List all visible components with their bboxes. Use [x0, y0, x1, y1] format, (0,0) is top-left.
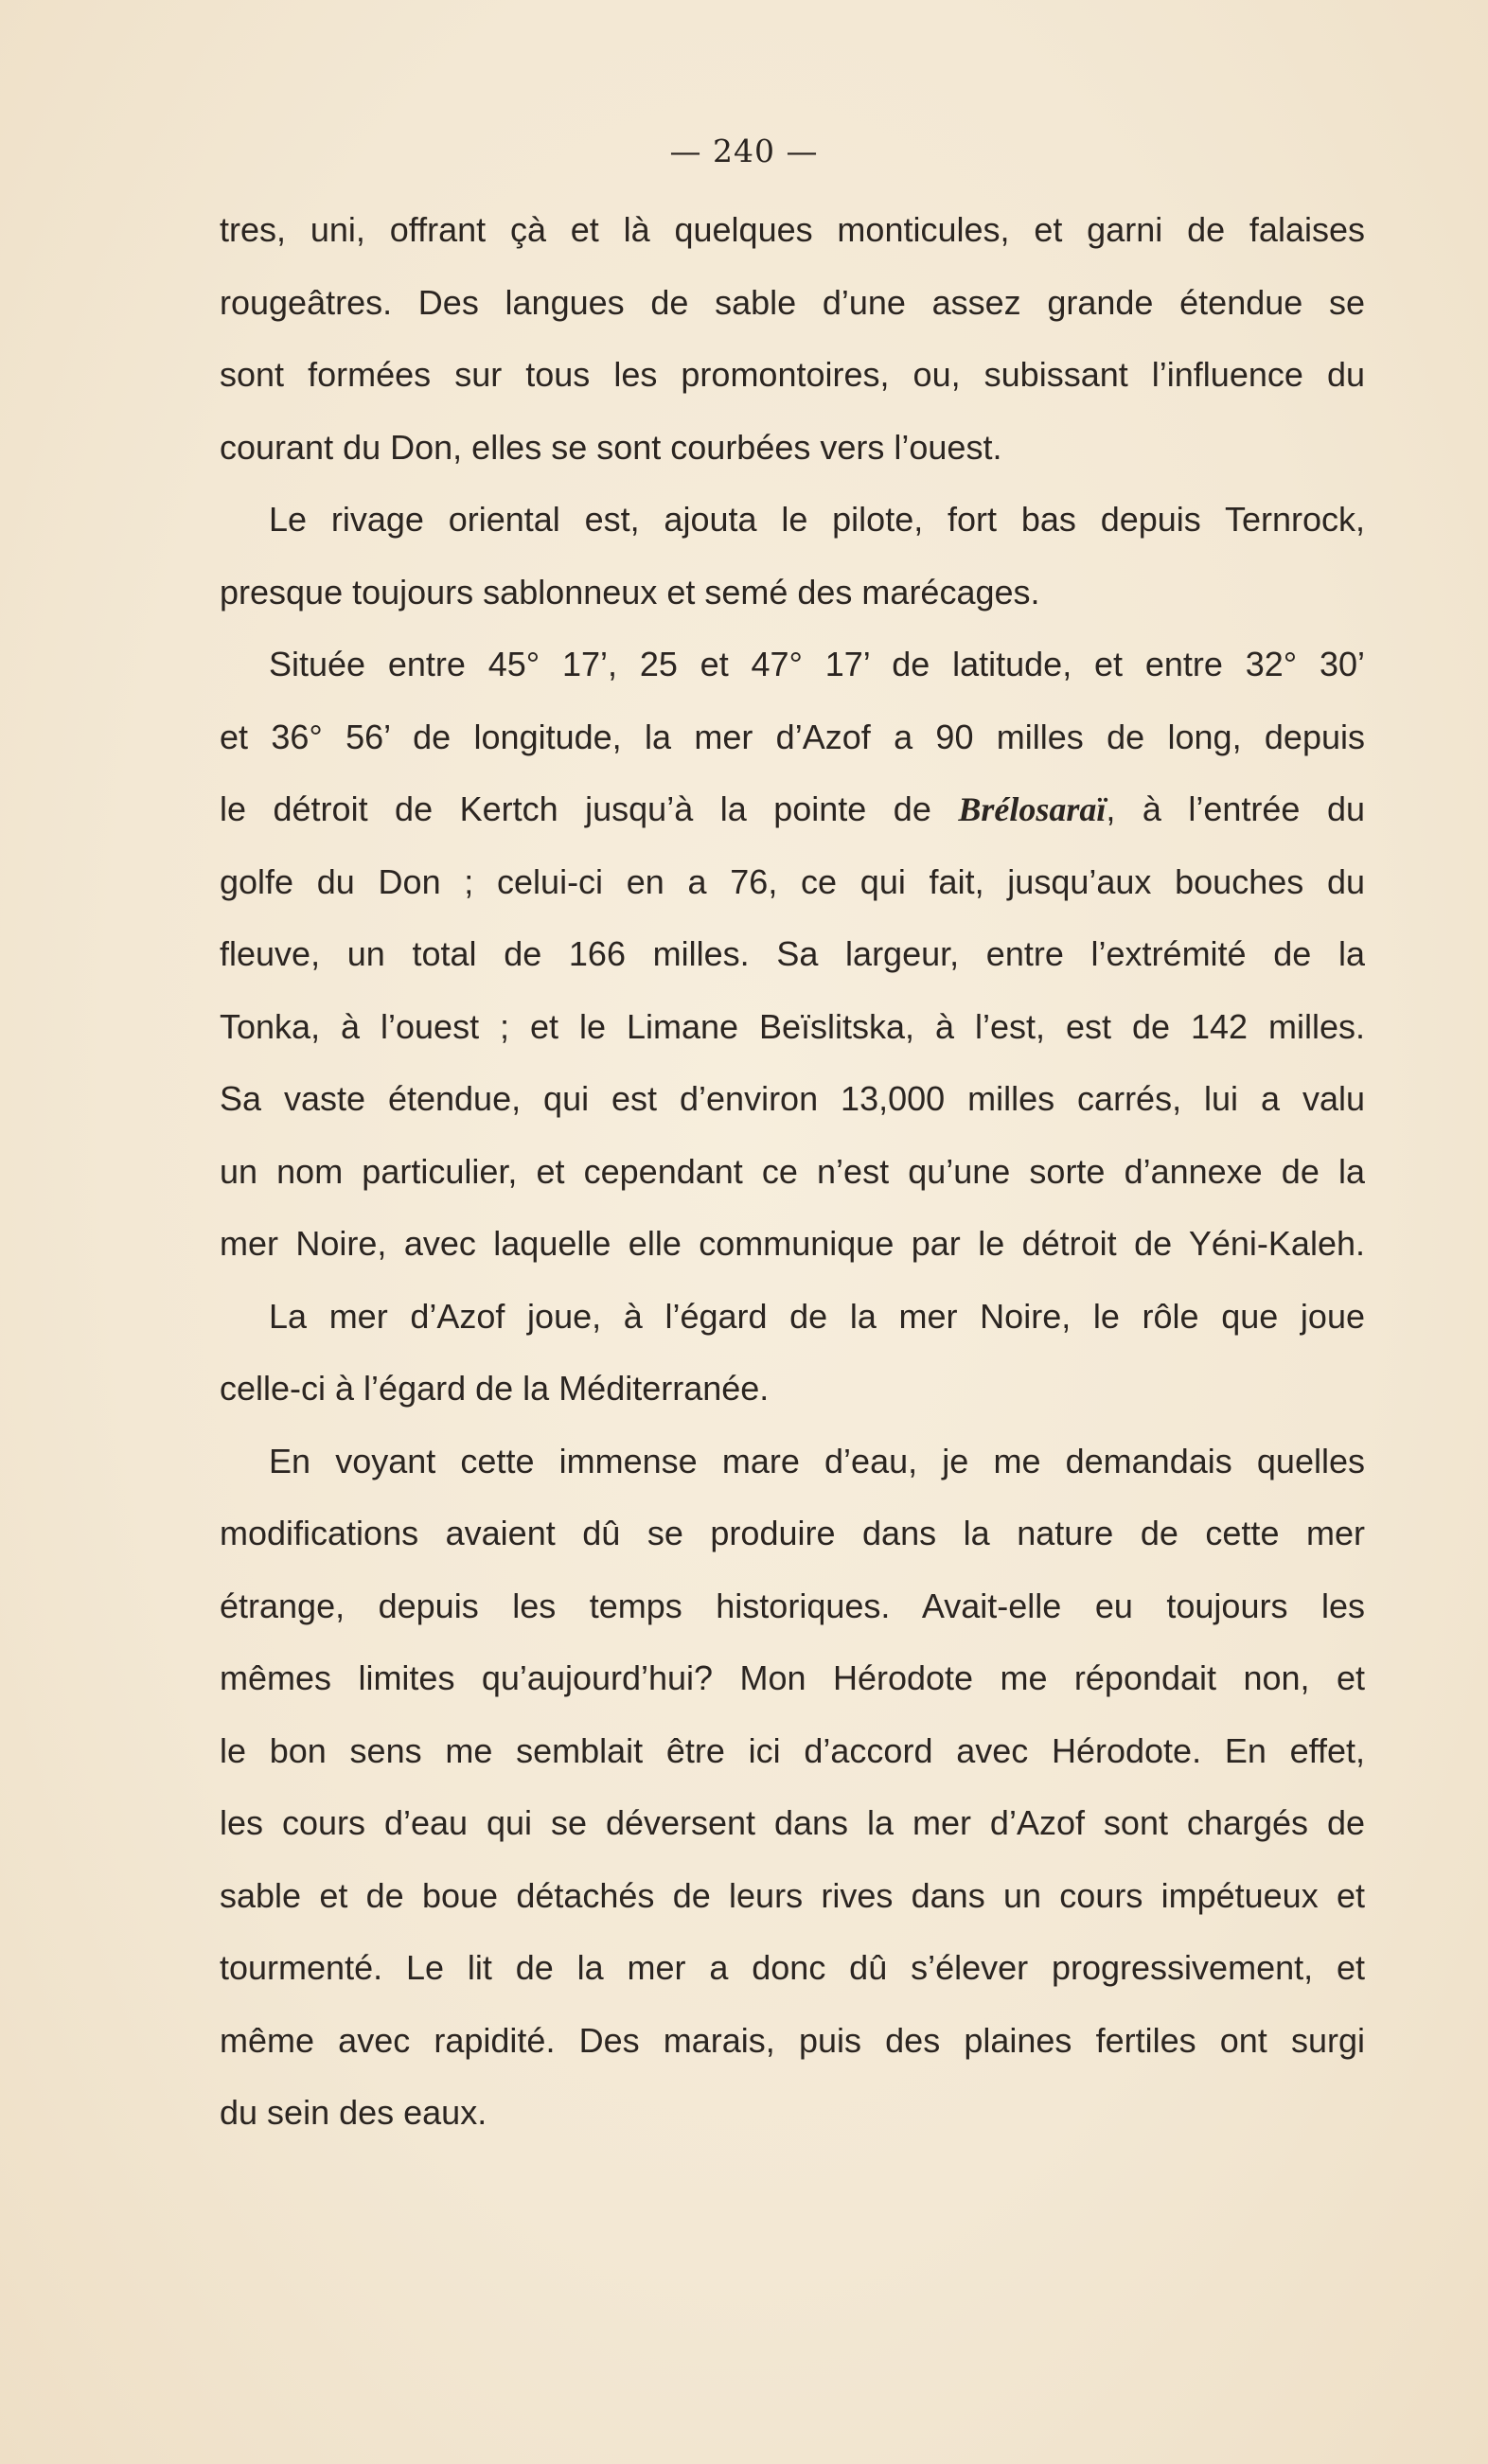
text-line: le bon sens me semblait être ici d’accord avec Hérodote. En effet,: [220, 1730, 1365, 1770]
text-line: En voyant cette immense mare d’eau, je me demandais quelles: [269, 1441, 1365, 1480]
text-line: les cours d’eau qui se déversent dans la mer d’Azof sont chargés de: [220, 1803, 1365, 1842]
text-line: mer Noire, avec laquelle elle communique par le détroit de Yéni-Kaleh.: [220, 1224, 1365, 1263]
text-segment: , à l’entrée du: [1106, 789, 1365, 828]
paragraph-5: [220, 1426, 1365, 2150]
text-line: La mer d’Azof joue, à l’égard de la mer Noire, le rôle que joue: [269, 1296, 1365, 1336]
paragraph-1: [220, 194, 1365, 484]
text-line: tourmenté. Le lit de la mer a donc dû s’élever progressivement, et: [220, 1948, 1365, 1987]
text-line: courant du Don, elles se sont courbées vers l’ouest.: [220, 427, 1002, 467]
text-line-with-italic: [220, 773, 1365, 846]
italic-place-name: Brélosaraï: [958, 790, 1107, 828]
text-line: et 36° 56’ de longitude, la mer d’Azof a 90 milles de long, depuis: [220, 717, 1365, 756]
text-line: Sa vaste étendue, qui est d’environ 13,000 milles carrés, lui a valu: [220, 1079, 1365, 1118]
text-line: étrange, depuis les temps historiques. Avait-elle eu toujours les: [220, 1586, 1365, 1625]
text-line: rougeâtres. Des langues de sable d’une assez grande étendue se: [220, 282, 1365, 322]
text-line: fleuve, un total de 166 milles. Sa largeur, entre l’extrémité de la: [220, 934, 1365, 973]
text-line: golfe du Don ; celui-ci en a 76, ce qui fait, jusqu’aux bouches du: [220, 861, 1365, 901]
text-line: modifications avaient dû se produire dans la nature de cette mer: [220, 1514, 1365, 1552]
text-line: du sein des eaux.: [220, 2093, 487, 2132]
text-line: Tonka, à l’ouest ; et le Limane Beïslitska, à l’est, est de 142 milles.: [220, 1006, 1365, 1046]
text-line: mêmes limites qu’aujourd’hui? Mon Hérodote me répondait non, et: [220, 1658, 1365, 1697]
page-number: — 240 —: [669, 133, 819, 169]
paragraph-4: [220, 1281, 1365, 1426]
text-line: sable et de boue détachés de leurs rives dans un cours impétueux et: [220, 1875, 1365, 1915]
text-line: Le rivage oriental est, ajouta le pilote, fort bas depuis Ternrock,: [269, 500, 1365, 539]
text-line: un nom particulier, et cependant ce n’est qu’une sorte d’annexe de la: [220, 1151, 1365, 1191]
text-segment: le détroit de Kertch jusqu’à la pointe de: [220, 789, 959, 828]
text-line: sont formées sur tous les promontoires, ou, subissant l’influence du: [220, 355, 1365, 394]
paragraph-2: [220, 484, 1365, 629]
text-line: même avec rapidité. Des marais, puis des plaines fertiles ont surgi: [220, 2020, 1365, 2060]
body-text: [220, 194, 1365, 2150]
paragraph-3: [220, 629, 1365, 1281]
text-line: Située entre 45° 17’, 25 et 47° 17’ de latitude, et entre 32° 30’: [269, 645, 1365, 683]
text-line: presque toujours sablonneux et semé des marécages.: [220, 572, 1040, 612]
text-line: celle-ci à l’égard de la Méditerranée.: [220, 1369, 770, 1408]
text-line: tres, uni, offrant çà et là quelques monticules, et garni de falaises: [220, 210, 1365, 249]
